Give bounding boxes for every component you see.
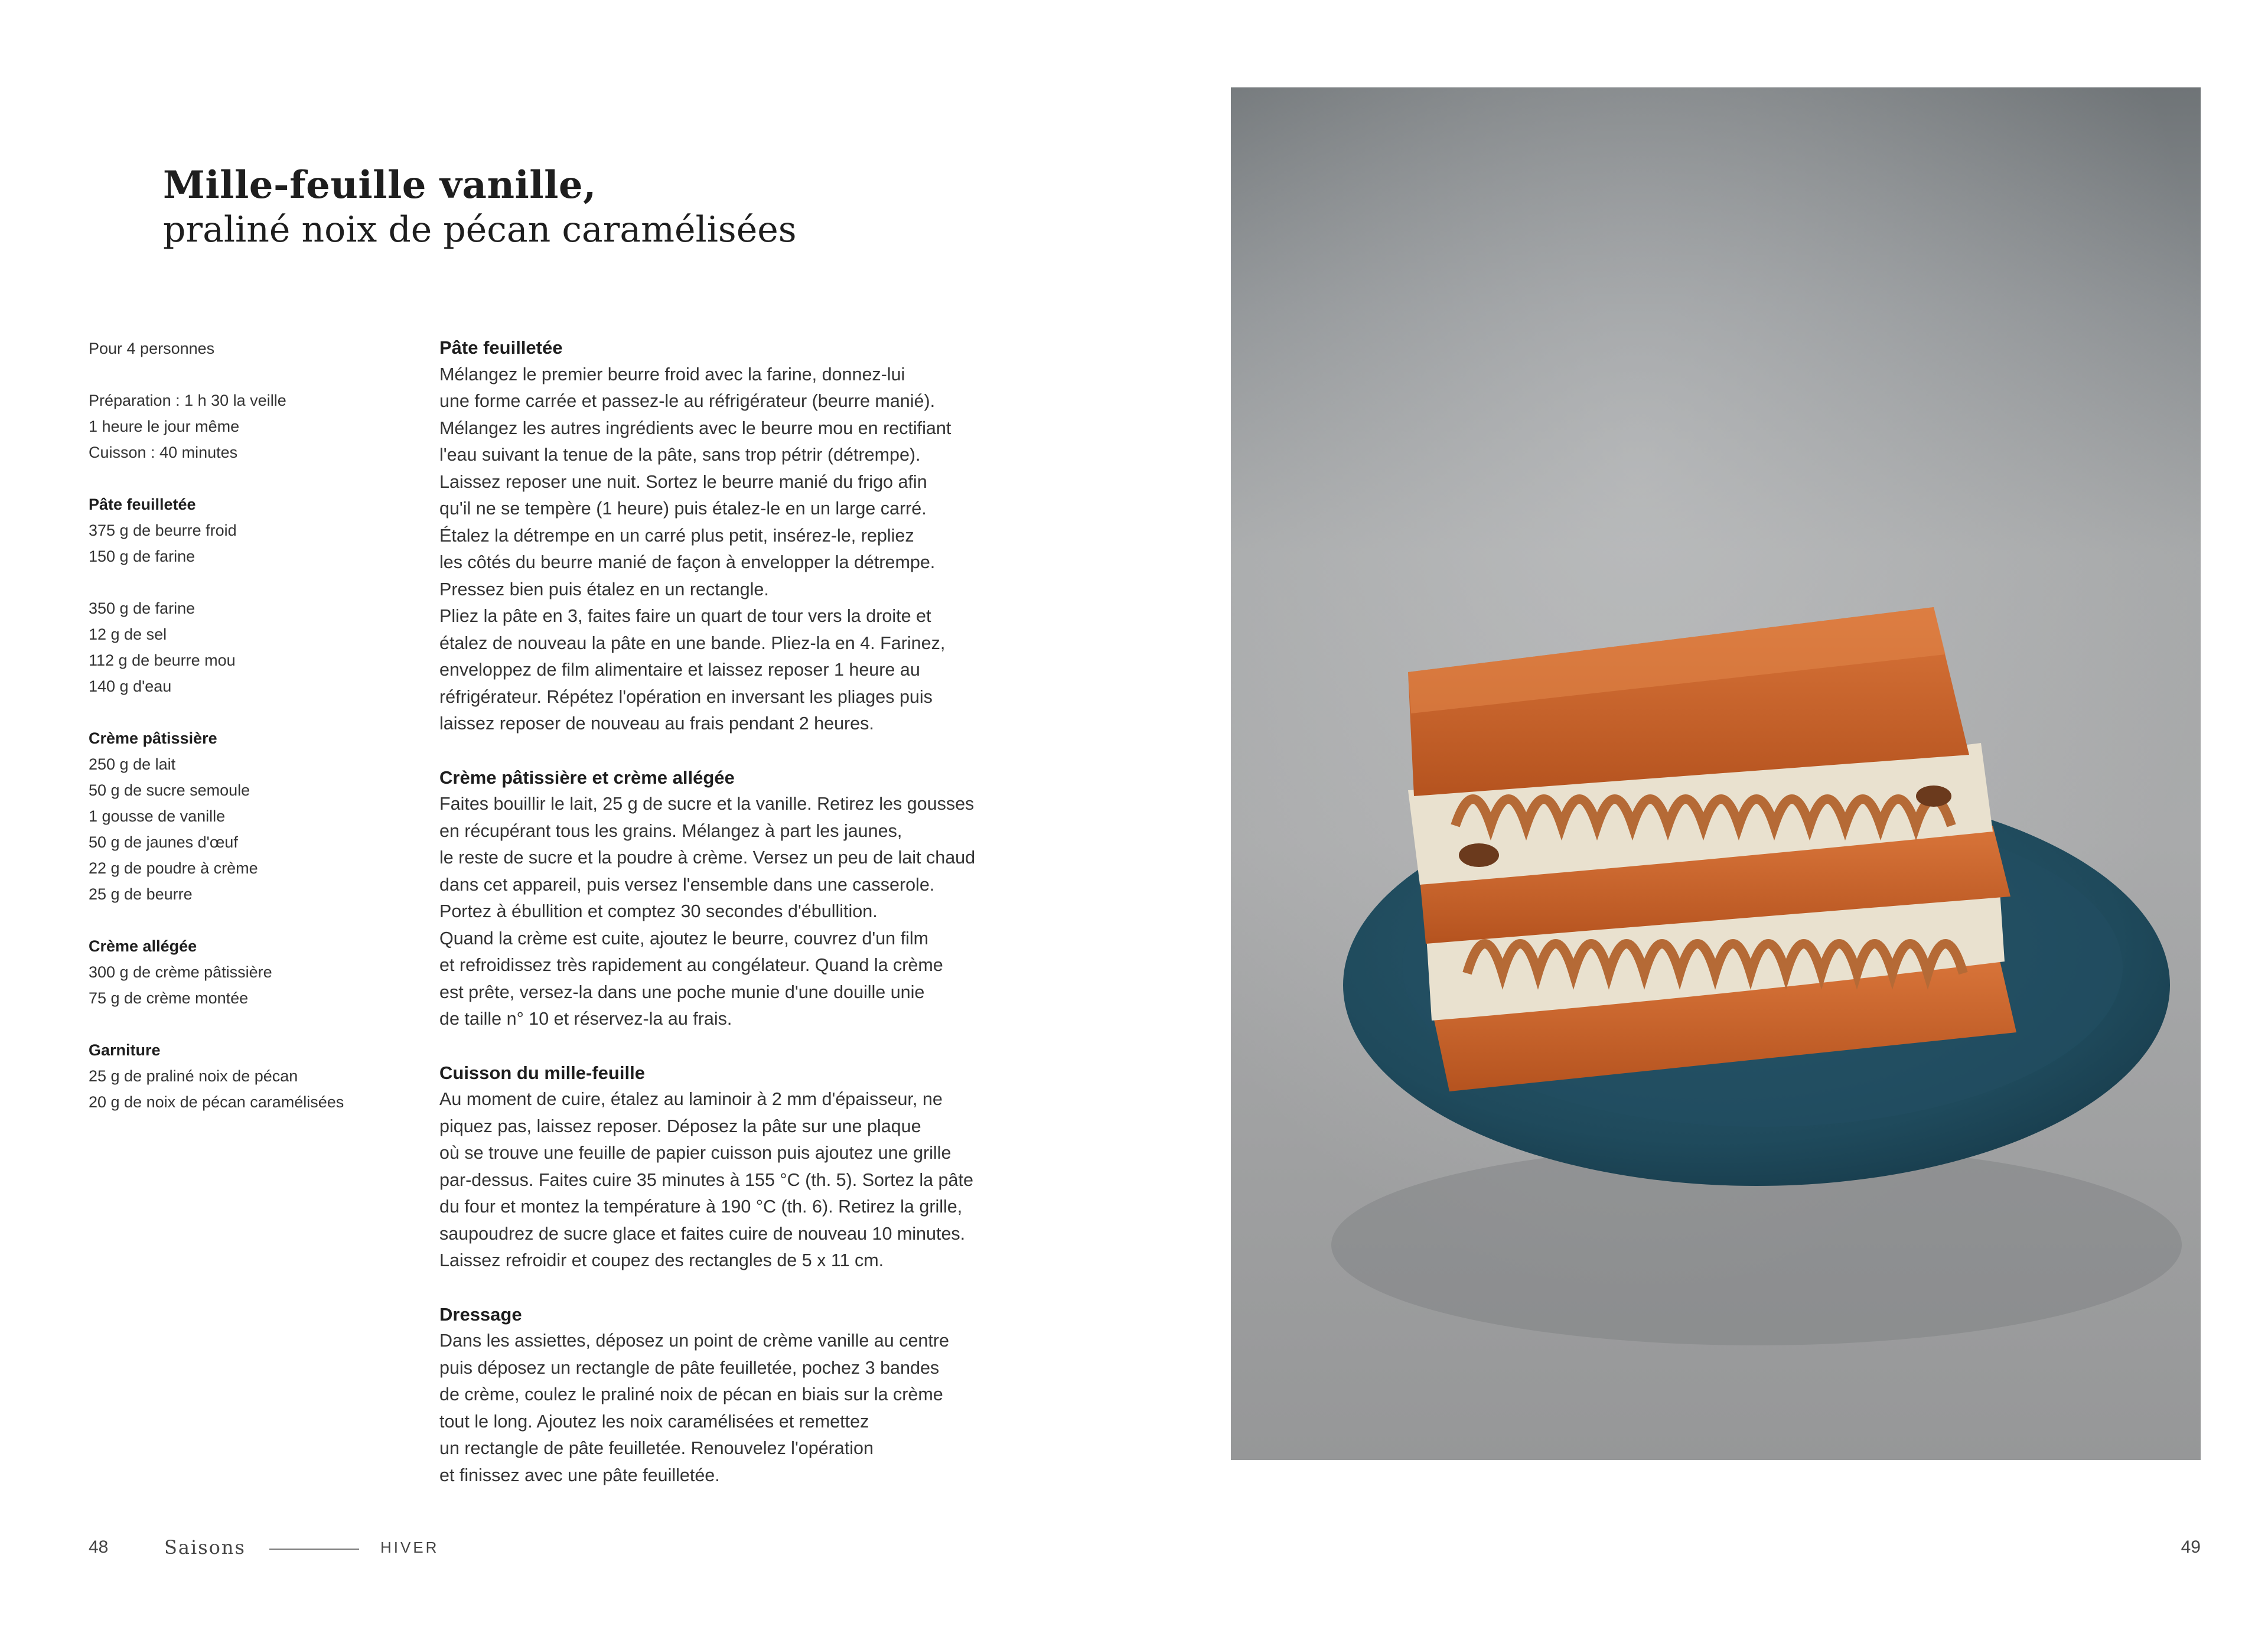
ingredient-item: 25 g de praliné noix de pécan — [89, 1067, 298, 1085]
pecan — [1916, 785, 1951, 807]
step-title: Cuisson du mille-feuille — [439, 1062, 645, 1083]
step-creme — [439, 764, 1006, 1033]
ingredient-item: 25 g de beurre — [89, 885, 193, 903]
step-title: Dressage — [439, 1303, 522, 1325]
ingredient-item: 20 g de noix de pécan caramélisées — [89, 1093, 344, 1111]
instructions-column — [439, 334, 1006, 1515]
ingredient-item: 300 g de crème pâtissière — [89, 963, 272, 981]
ingredient-item: 150 g de farine — [89, 547, 195, 565]
page-number-right: 49 — [2181, 1537, 2201, 1557]
ingredient-item: 12 g de sel — [89, 625, 167, 643]
ingredient-heading-pate: Pâte feuilletée — [89, 496, 196, 513]
recipe-title-block — [163, 163, 1049, 251]
step-text: Dans les assiettes, déposez un point de crème vanille au centre puis déposez un rectangle de pâte feuilletée, pochez 3 bandes de crème, coulez le praliné noix de pécan en biais sur la crème tout le long. Ajoutez les noix caramélisées et remettez un rectangle de pâte feuilletée. Renouvelez l'opération et finissez avec une pâte feuilletée. — [439, 1331, 949, 1485]
ingredient-item: 75 g de crème montée — [89, 989, 249, 1007]
page-number-left: 48 — [89, 1537, 109, 1557]
step-title: Pâte feuilletée — [439, 337, 563, 358]
ingredient-item: 112 g de beurre mou — [89, 651, 236, 669]
step-title: Crème pâtissière et crème allégée — [439, 767, 735, 788]
ingredient-item: 140 g d'eau — [89, 677, 172, 695]
preparation-time-day: 1 heure le jour même — [89, 418, 240, 435]
ingredient-item: 350 g de farine — [89, 599, 195, 617]
footer-rule — [269, 1549, 359, 1550]
ingredient-item: 250 g de lait — [89, 755, 176, 773]
ingredients-column — [89, 335, 419, 1115]
servings: Pour 4 personnes — [89, 340, 215, 357]
ingredient-heading-creme-patissiere: Crème pâtissière — [89, 729, 217, 747]
ingredient-item: 375 g de beurre froid — [89, 521, 237, 539]
step-text: Mélangez le premier beurre froid avec la farine, donnez-lui une forme carrée et passez-le au réfrigérateur (beurre manié). Mélangez les autres ingrédients avec le beurre mou en rectifiant l'eau suivant la tenue de la pâte, sans trop pétrir (détrempe). Laissez reposer une nuit. Sortez le beurre manié du frigo afin qu'il ne se tempère (1 heure) puis étalez-le en un large carré. Étalez la détrempe en un carré plus petit, insérez-le, repliez les côtés du beurre manié de façon à envelopper la détrempe. Pressez bien puis étalez en un rectangle. Pliez la pâte en 3, faites faire un quart de tour vers la droite et étalez de nouveau la pâte en une bande. Pliez-la en 4. Farinez, enveloppez de film alimentaire et laissez reposer 1 heure au réfrigérateur. Répétez l'opération en inversant les pliages puis laissez reposer de nouveau au frais pendant 2 heures. — [439, 364, 951, 734]
step-cuisson — [439, 1060, 1006, 1275]
step-pate-feuilletee — [439, 334, 1006, 738]
ingredient-item: 50 g de jaunes d'œuf — [89, 833, 238, 851]
pecan — [1459, 843, 1499, 867]
section-name: HIVER — [380, 1539, 439, 1556]
mille-feuille-illustration — [1231, 87, 2201, 1460]
book-title: Saisons — [164, 1536, 246, 1559]
recipe-subtitle: praliné noix de pécan caramélisées — [163, 208, 797, 250]
ingredient-heading-creme-allegee: Crème allégée — [89, 937, 197, 955]
ingredient-item: 1 gousse de vanille — [89, 807, 226, 825]
recipe-title: Mille-feuille vanille, — [163, 163, 597, 207]
mille-feuille-photo — [1231, 87, 2201, 1460]
step-text: Faites bouillir le lait, 25 g de sucre et la vanille. Retirez les gousses en récupérant tous les grains. Mélangez à part les jaunes, le reste de sucre et la poudre à crème. Versez un peu de lait chaud dans cet appareil, puis versez l'ensemble dans une casserole. Portez à ébullition et comptez 30 secondes d'ébullition. Quand la crème est cuite, ajoutez le beurre, couvrez d'un film et refroidissez très rapidement au congélateur. Quand la crème est prête, versez-la dans une poche munie d'une douille unie de taille n° 10 et réservez-la au frais. — [439, 794, 976, 1029]
preparation-time: Préparation : 1 h 30 la veille — [89, 392, 286, 409]
ingredient-item: 22 g de poudre à crème — [89, 859, 258, 877]
ingredient-item: 50 g de sucre semoule — [89, 781, 250, 799]
step-dressage — [439, 1301, 1006, 1489]
cooking-time: Cuisson : 40 minutes — [89, 444, 238, 461]
ingredient-heading-garniture: Garniture — [89, 1041, 161, 1059]
step-text: Au moment de cuire, étalez au laminoir à 2 mm d'épaisseur, ne piquez pas, laissez reposer. Déposez la pâte sur une plaque où se trouve une feuille de papier cuisson puis ajoutez une grille par-dessus. Faites cuire 35 minutes à 155 °C (th. 5). Sortez la pâte du four et montez la température à 190 °C (th. 6). Retirez la grille, saupoudrez de sucre glace et faites cuire de nouveau 10 minutes. Laissez refroidir et coupez des rectangles de 5 x 11 cm. — [439, 1089, 973, 1270]
